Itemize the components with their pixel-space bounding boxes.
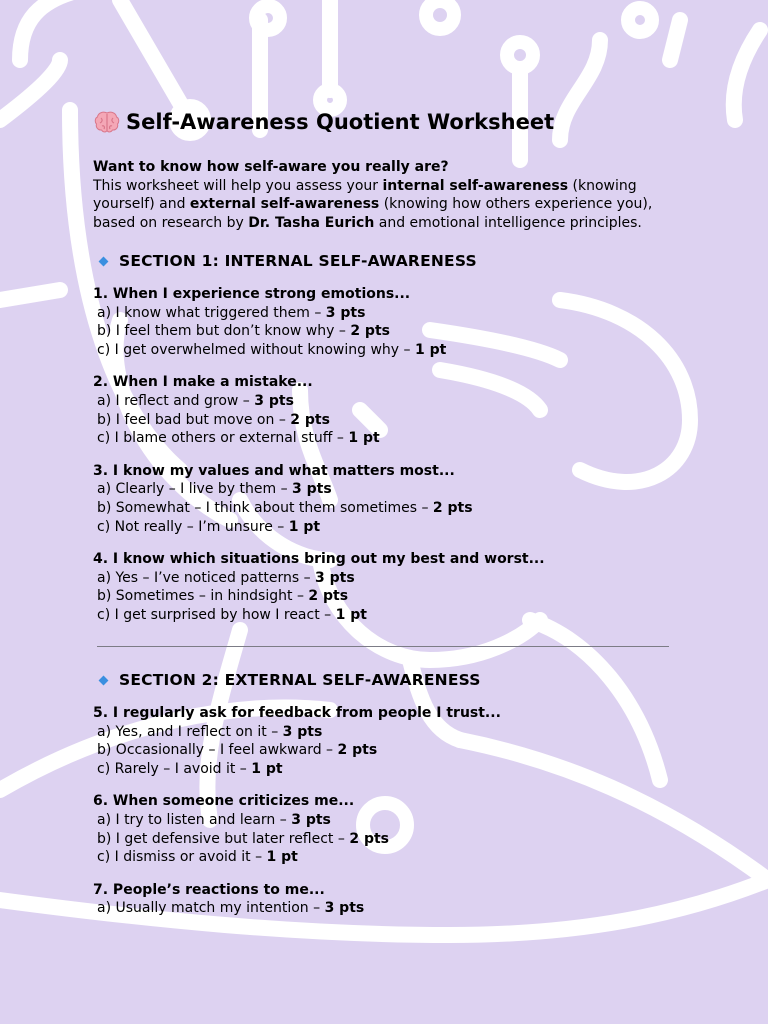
answer-option-points: 1 pt xyxy=(414,341,447,358)
answer-option xyxy=(93,392,683,411)
answer-option-text: c) Not really – I’m unsure – xyxy=(97,518,289,535)
answer-option-points: 2 pts xyxy=(350,323,390,340)
answer-option-text: a) Yes, and I reflect on it – xyxy=(97,723,283,740)
answer-option-text: a) Clearly – I live by them – xyxy=(97,481,293,498)
answer-option xyxy=(93,606,683,625)
answer-option-points: 3 pts xyxy=(315,569,355,586)
question-block xyxy=(93,792,683,866)
answer-option-text: c) I get overwhelmed without knowing why – xyxy=(97,341,415,358)
answer-option-text: b) Somewhat – I think about them sometimes – xyxy=(97,499,433,516)
answer-option-points: 1 pt xyxy=(266,849,298,866)
question-block xyxy=(93,373,683,447)
answer-option-points: 1 pt xyxy=(288,518,321,535)
answer-option xyxy=(93,811,683,830)
answer-option xyxy=(93,518,683,537)
answer-option-text: a) Usually match my intention – xyxy=(97,900,325,917)
answer-option-points: 3 pts xyxy=(254,392,294,409)
question-text: 2. When I make a mistake... xyxy=(93,374,313,391)
worksheet xyxy=(93,108,683,932)
answer-option xyxy=(93,411,683,430)
answer-option-text: b) I feel bad but move on – xyxy=(97,411,291,428)
answer-option-text: a) I try to listen and learn – xyxy=(97,812,292,829)
answer-option-text: a) I reflect and grow – xyxy=(97,392,255,409)
answer-option-points: 1 pt xyxy=(251,760,283,777)
answer-option xyxy=(93,429,683,448)
section-heading-text: SECTION 1: INTERNAL SELF-AWARENESS xyxy=(119,252,477,271)
answer-option-text: a) Yes – I’ve noticed patterns – xyxy=(97,569,316,586)
section-heading xyxy=(93,671,683,690)
intro-bold-internal: internal self-awareness xyxy=(382,177,569,194)
section-2 xyxy=(93,671,683,918)
answer-option-points: 3 pts xyxy=(282,723,323,740)
intro-text-part: (knowing yourself) and xyxy=(93,177,637,213)
question-text: 3. I know my values and what matters most... xyxy=(93,462,455,479)
answer-option-points: 1 pt xyxy=(348,430,380,447)
question-text: 6. When someone criticizes me... xyxy=(93,793,355,810)
answer-option xyxy=(93,322,683,341)
answer-option-points: 2 pts xyxy=(432,499,473,516)
answer-option xyxy=(93,830,683,849)
answer-option-text: b) Sometimes – in hindsight – xyxy=(97,588,309,605)
answer-option-points: 2 pts xyxy=(290,411,330,428)
question-text: 1. When I experience strong emotions... xyxy=(93,285,411,302)
question-block xyxy=(93,704,683,778)
answer-option-text: b) I feel them but don’t know why – xyxy=(97,323,351,340)
answer-option xyxy=(93,480,683,499)
intro-text-part: This worksheet will help you assess your xyxy=(93,177,383,194)
page-title xyxy=(93,108,683,136)
blue-diamond-icon xyxy=(99,257,109,267)
section-heading-text: SECTION 2: EXTERNAL SELF-AWARENESS xyxy=(119,671,481,690)
intro-text xyxy=(93,177,683,233)
answer-option xyxy=(93,587,683,606)
question-block xyxy=(93,550,683,624)
question-block xyxy=(93,881,683,918)
answer-option-points: 3 pts xyxy=(325,304,366,321)
answer-option-points: 2 pts xyxy=(349,830,389,847)
question-block xyxy=(93,285,683,359)
answer-option-text: b) I get defensive but later reflect – xyxy=(97,830,350,847)
answer-option-points: 3 pts xyxy=(291,812,331,829)
answer-option-text: c) I blame others or external stuff – xyxy=(97,430,349,447)
answer-option-points: 3 pts xyxy=(324,900,365,917)
answer-option-text: b) Occasionally – I feel awkward – xyxy=(97,742,338,759)
answer-option-points: 2 pts xyxy=(308,588,349,605)
answer-option-text: c) I get surprised by how I react – xyxy=(97,606,336,623)
section-heading xyxy=(93,252,683,271)
answer-option xyxy=(93,848,683,867)
answer-option xyxy=(93,569,683,588)
answer-option-text: c) Rarely – I avoid it – xyxy=(97,760,252,777)
brain-icon xyxy=(93,108,121,136)
sections-container xyxy=(93,252,683,918)
answer-option-points: 3 pts xyxy=(292,481,332,498)
question-text: 7. People’s reactions to me... xyxy=(93,881,325,898)
section-divider xyxy=(97,646,669,647)
intro-bold-author: Dr. Tasha Eurich xyxy=(248,214,375,231)
answer-option-points: 2 pts xyxy=(337,742,378,759)
section-1 xyxy=(93,252,683,624)
answer-option xyxy=(93,304,683,323)
title-text: Self-Awareness Quotient Worksheet xyxy=(126,110,555,134)
answer-option-text: c) I dismiss or avoid it – xyxy=(97,849,267,866)
intro-question: Want to know how self-aware you really are? xyxy=(93,159,449,175)
answer-option xyxy=(93,899,683,918)
answer-option-points: 1 pt xyxy=(335,606,367,623)
question-text: 4. I know which situations bring out my best and worst... xyxy=(93,551,545,568)
intro-text-part: and emotional intelligence principles. xyxy=(374,214,642,231)
question-block xyxy=(93,462,683,536)
intro-paragraph xyxy=(93,158,683,232)
answer-option xyxy=(93,741,683,760)
answer-option xyxy=(93,723,683,742)
intro-bold-external: external self-awareness xyxy=(189,196,380,213)
answer-option xyxy=(93,341,683,360)
answer-option xyxy=(93,499,683,518)
intro-text-part: (knowing how others experience you), based on research by xyxy=(93,196,653,231)
answer-option xyxy=(93,760,683,779)
question-text: 5. I regularly ask for feedback from people I trust... xyxy=(93,705,501,722)
blue-diamond-icon xyxy=(99,676,109,686)
answer-option-text: a) I know what triggered them – xyxy=(97,304,326,321)
